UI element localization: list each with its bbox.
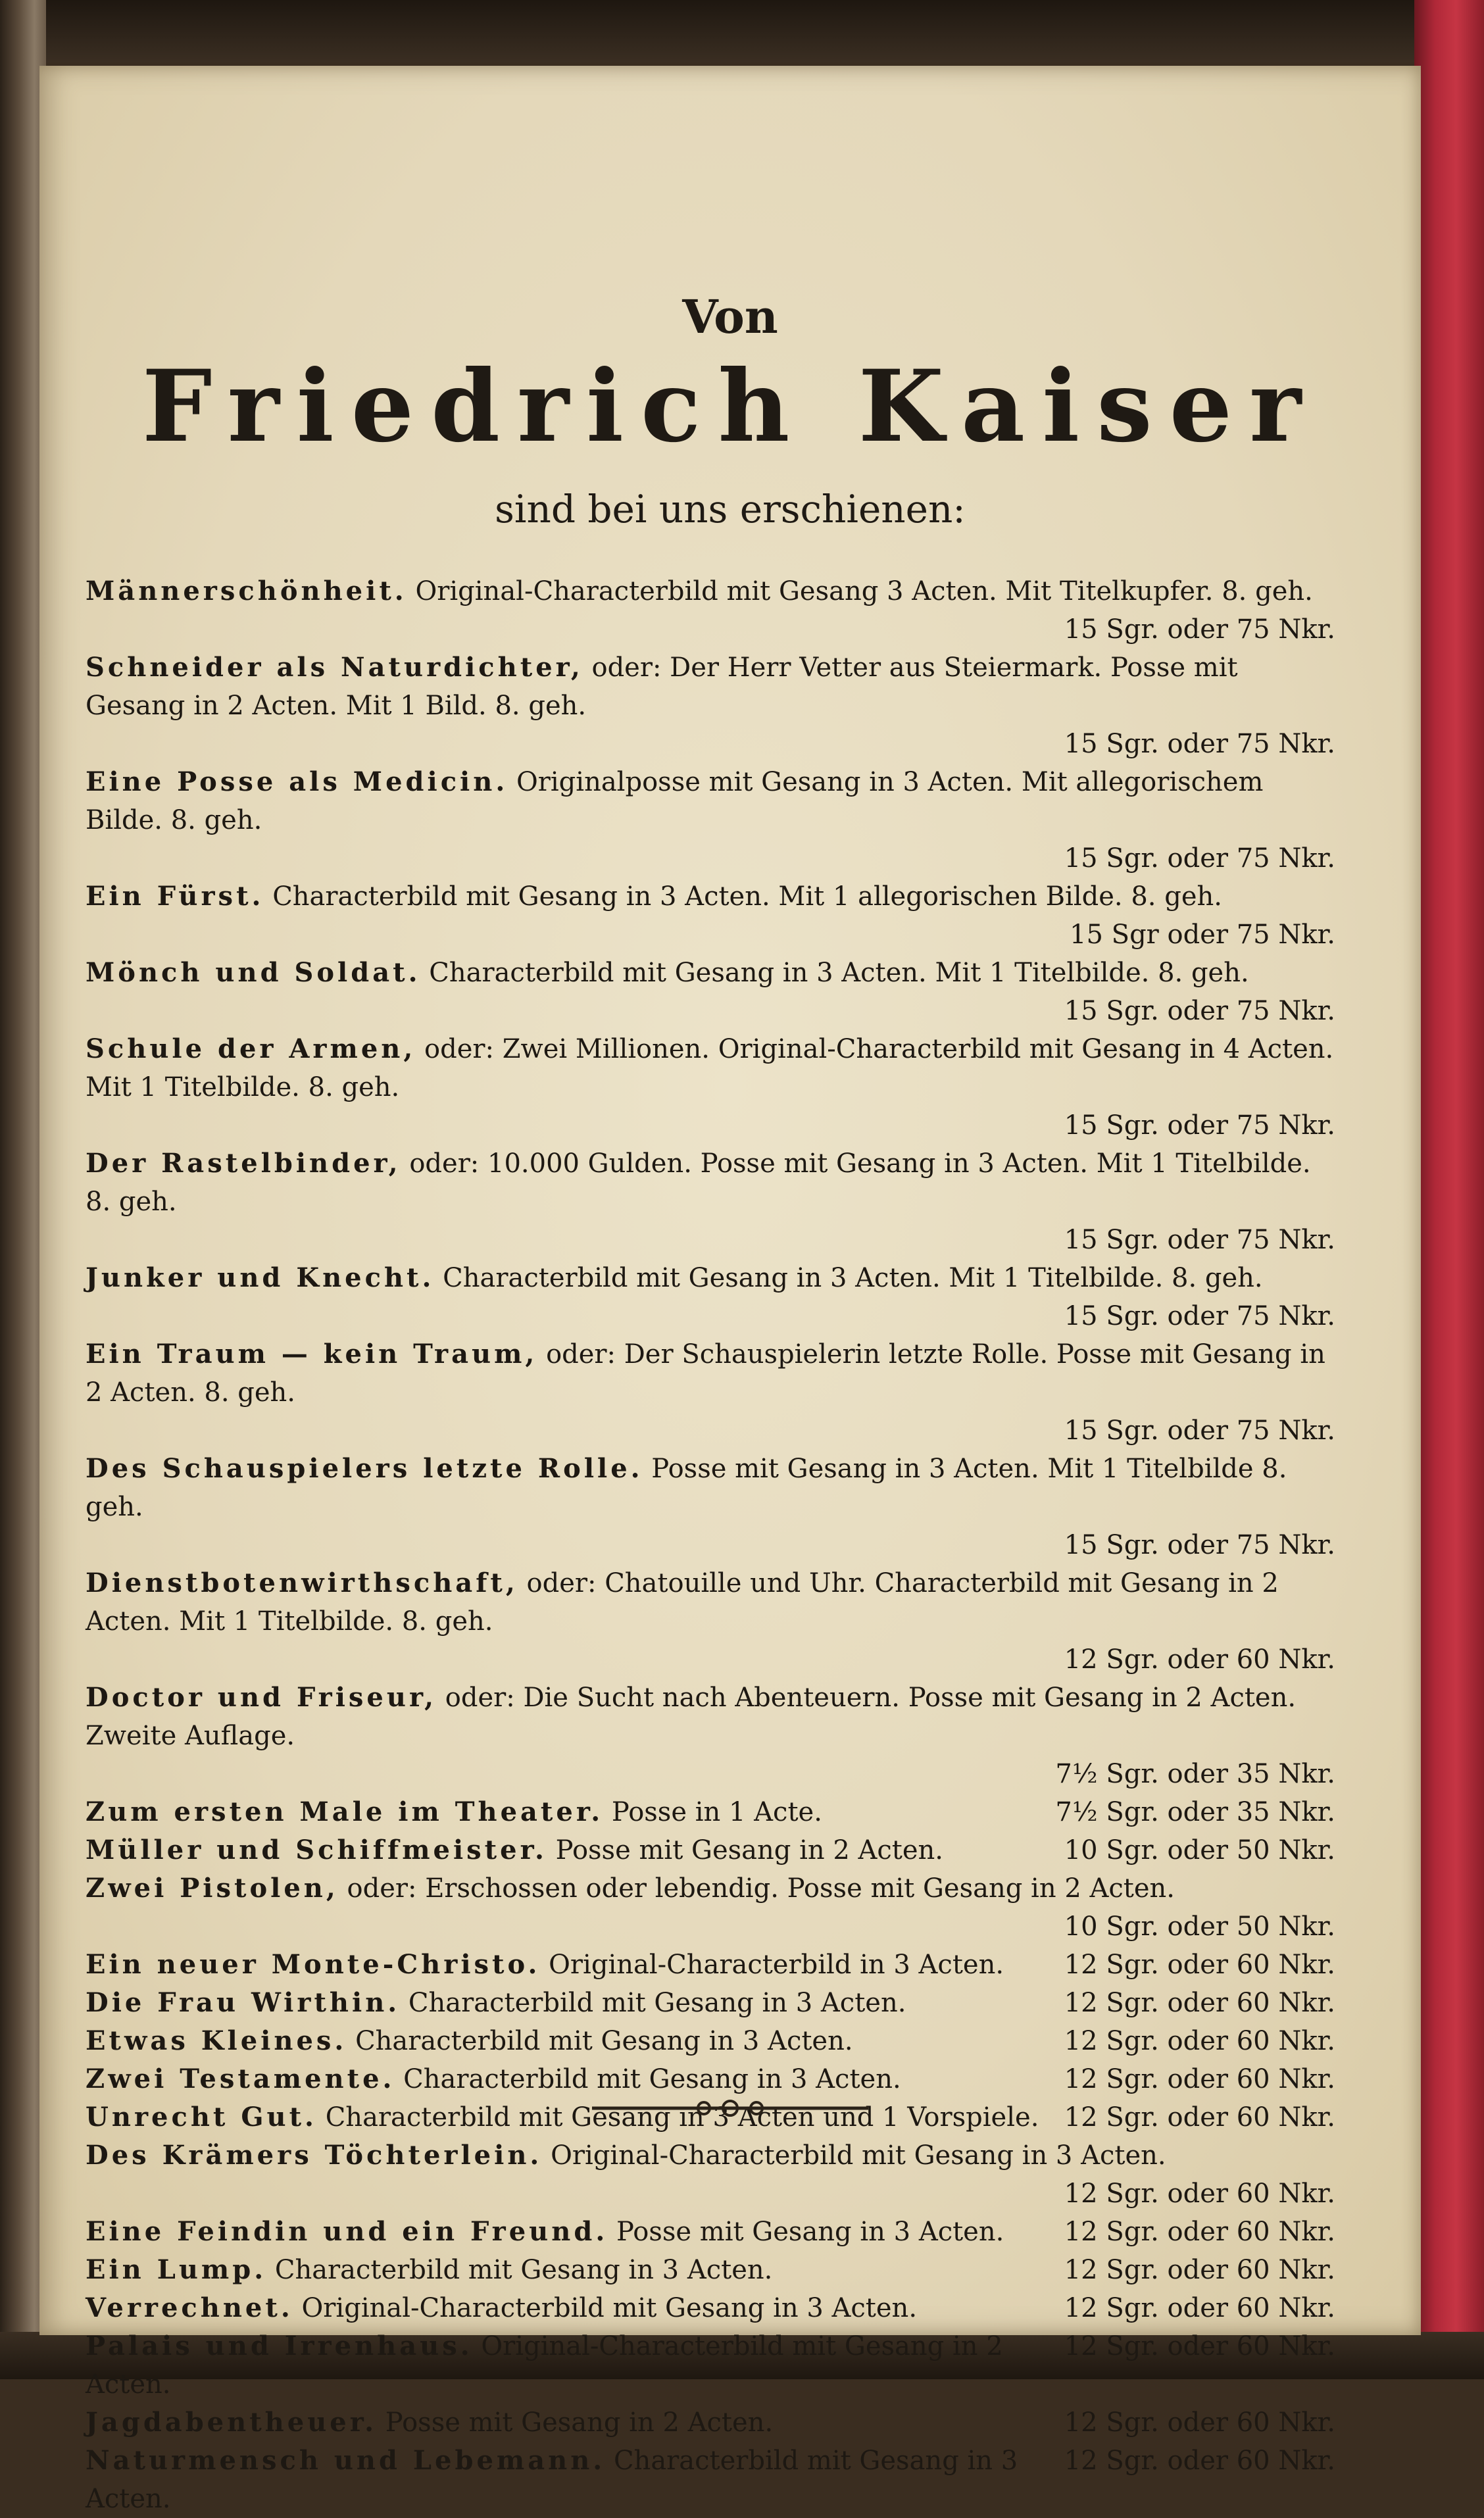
entry-description: Posse in 1 Acte. bbox=[611, 1797, 822, 1827]
entry-price: 15 Sgr. oder 75 Nkr. bbox=[1064, 1530, 1335, 1560]
entry-title: Schule der Armen, bbox=[86, 1033, 416, 1064]
entry-title: Verrechnet. bbox=[86, 2292, 293, 2323]
entry-title: Unrecht Gut. bbox=[86, 2102, 317, 2133]
entry-title: Naturmensch und Lebemann. bbox=[86, 2445, 606, 2476]
entry-price: 12 Sgr. oder 60 Nkr. bbox=[1064, 2255, 1335, 2285]
entry-title: Dienstbotenwirthschaft, bbox=[86, 1568, 518, 1598]
catalog-entry bbox=[86, 1145, 1335, 1259]
entry-price: 15 Sgr. oder 75 Nkr. bbox=[1064, 996, 1335, 1026]
entry-description: Characterbild mit Gesang in 3 Acten. bbox=[408, 1988, 906, 2018]
catalog-entry bbox=[86, 2251, 1335, 2289]
entry-description: Characterbild mit Gesang in 3 Acten. Mit 1 Titelbilde. 8. geh. bbox=[429, 958, 1249, 988]
entry-description: Original-Characterbild mit Gesang 3 Acten. Mit Titelkupfer. 8. geh. bbox=[415, 576, 1313, 606]
entry-description: oder: Chatouille und Uhr. Characterbild mit Gesang in 2 Acten. Mit 1 Titelbilde. 8. geh. bbox=[86, 1568, 1279, 1637]
entry-description: Posse mit Gesang in 2 Acten. bbox=[385, 2407, 774, 2438]
entry-price: 15 Sgr. oder 75 Nkr. bbox=[1064, 614, 1335, 645]
entry-title: Eine Posse als Medicin. bbox=[86, 766, 508, 797]
catalog-entry bbox=[86, 2060, 1335, 2098]
entry-title: Ein neuer Monte-Christo. bbox=[86, 1949, 541, 1980]
entry-title: Mönch und Soldat. bbox=[86, 957, 421, 988]
entry-description: Characterbild mit Gesang in 3 Acten. Mit 1 allegorischen Bilde. 8. geh. bbox=[272, 881, 1222, 912]
entry-title: Ein Lump. bbox=[86, 2254, 267, 2285]
catalog-entry bbox=[86, 1450, 1335, 1564]
catalog-entry bbox=[86, 1679, 1335, 1793]
catalog-entry bbox=[86, 2289, 1335, 2327]
entry-price: 15 Sgr. oder 75 Nkr. bbox=[1064, 1110, 1335, 1141]
entry-price: 12 Sgr. oder 60 Nkr. bbox=[1064, 2293, 1335, 2323]
author-name: Friedrich Kaiser bbox=[141, 349, 1319, 464]
entry-description: Posse mit Gesang in 3 Acten. bbox=[616, 2217, 1004, 2247]
catalog-entry bbox=[86, 877, 1335, 954]
entry-price: 15 Sgr. oder 75 Nkr. bbox=[1064, 843, 1335, 874]
entry-price: 12 Sgr. oder 60 Nkr. bbox=[1064, 1950, 1335, 1980]
entry-price: 12 Sgr. oder 60 Nkr. bbox=[1064, 2102, 1335, 2133]
entry-price: 15 Sgr. oder 75 Nkr. bbox=[1064, 729, 1335, 759]
entry-price: 12 Sgr. oder 60 Nkr. bbox=[1064, 2026, 1335, 2056]
ornament-divider bbox=[592, 2095, 868, 2121]
entry-price: 12 Sgr. oder 60 Nkr. bbox=[1064, 2179, 1335, 2209]
entry-price: 12 Sgr. oder 60 Nkr. bbox=[1064, 1644, 1335, 1675]
entry-title: Zwei Pistolen, bbox=[86, 1873, 339, 1904]
book-page-edges-red bbox=[1414, 0, 1484, 2379]
entry-price: 15 Sgr oder 75 Nkr. bbox=[1070, 920, 1335, 950]
entry-description: Characterbild mit Gesang in 3 Acten. bbox=[403, 2064, 901, 2094]
entry-title: Palais und Irrenhaus. bbox=[86, 2331, 473, 2361]
entry-description: Original-Characterbild mit Gesang in 2 Acten. bbox=[86, 2331, 1003, 2400]
entry-description: Original-Characterbild in 3 Acten. bbox=[549, 1950, 1004, 1980]
catalog-entry bbox=[86, 2213, 1335, 2251]
intro-line: sind bei uns erschienen: bbox=[495, 487, 966, 531]
catalog-entry bbox=[86, 2136, 1335, 2213]
catalog-entry bbox=[86, 1831, 1335, 1869]
heading-von: Von bbox=[682, 289, 778, 344]
book-cover-top bbox=[0, 0, 1484, 62]
entry-description: oder: Die Sucht nach Abenteuern. Posse mit Gesang in 2 Acten. Zweite Auflage. bbox=[86, 1683, 1297, 1751]
entry-description: Originalposse mit Gesang in 3 Acten. Mit allegorischem Bilde. 8. geh. bbox=[86, 767, 1264, 835]
entry-description: oder: Der Schauspielerin letzte Rolle. Posse mit Gesang in 2 Acten. 8. geh. bbox=[86, 1339, 1325, 1408]
catalog-entry bbox=[86, 1564, 1335, 1679]
entry-price: 7½ Sgr. oder 35 Nkr. bbox=[1055, 1797, 1335, 1827]
entry-description: Characterbild mit Gesang in 3 Acten. bbox=[86, 2446, 1018, 2514]
entry-title: Ein Traum — kein Traum, bbox=[86, 1339, 538, 1370]
entry-description: Original-Characterbild mit Gesang in 3 Acten. bbox=[551, 2140, 1166, 2171]
catalog-entry bbox=[86, 649, 1335, 763]
entry-title: Des Schauspielers letzte Rolle. bbox=[86, 1453, 643, 1484]
entry-price: 12 Sgr. oder 60 Nkr. bbox=[1064, 2217, 1335, 2247]
entry-description: Posse mit Gesang in 2 Acten. bbox=[555, 1835, 944, 1865]
entry-title: Die Frau Wirthin. bbox=[86, 1987, 401, 2018]
entry-description: oder: Der Herr Vetter aus Steiermark. Posse mit Gesang in 2 Acten. Mit 1 Bild. 8. geh. bbox=[86, 653, 1238, 721]
entry-description: Characterbild mit Gesang in 3 Acten und 1 Vorspiele. bbox=[325, 2102, 1039, 2133]
entry-price: 12 Sgr. oder 60 Nkr. bbox=[1064, 2407, 1335, 2438]
entry-price: 12 Sgr. oder 60 Nkr. bbox=[1064, 2446, 1335, 2476]
entry-price: 15 Sgr. oder 75 Nkr. bbox=[1064, 1225, 1335, 1255]
entry-title: Schneider als Naturdichter, bbox=[86, 652, 583, 683]
catalog-entry bbox=[86, 2442, 1335, 2518]
entry-title: Müller und Schiffmeister. bbox=[86, 1835, 547, 1865]
entry-description: Original-Characterbild mit Gesang in 3 Acten. bbox=[301, 2293, 918, 2323]
entry-title: Junker und Knecht. bbox=[86, 1262, 435, 1293]
entry-price: 12 Sgr. oder 60 Nkr. bbox=[1064, 2331, 1335, 2361]
entry-title: Männerschönheit. bbox=[86, 576, 407, 606]
catalog-entry bbox=[86, 1793, 1335, 1831]
entry-description: oder: Erschossen oder lebendig. Posse mit Gesang in 2 Acten. bbox=[347, 1873, 1175, 1904]
entry-price: 15 Sgr. oder 75 Nkr. bbox=[1064, 1301, 1335, 1331]
catalog-entry bbox=[86, 2022, 1335, 2060]
catalog-entry bbox=[86, 2404, 1335, 2442]
catalog-entry bbox=[86, 1030, 1335, 1145]
catalog-entry bbox=[86, 763, 1335, 877]
entry-description: Characterbild mit Gesang in 3 Acten. Mit 1 Titelbilde. 8. geh. bbox=[443, 1263, 1263, 1293]
entry-title: Doctor und Friseur, bbox=[86, 1682, 437, 1713]
catalog-entry bbox=[86, 572, 1335, 649]
entry-title: Etwas Kleines. bbox=[86, 2025, 347, 2056]
entry-description: oder: Zwei Millionen. Original-Characterbild mit Gesang in 4 Acten. Mit 1 Titelbilde. 8. geh. bbox=[86, 1034, 1334, 1102]
entry-title: Ein Fürst. bbox=[86, 881, 264, 912]
entry-price: 12 Sgr. oder 60 Nkr. bbox=[1064, 2064, 1335, 2094]
entry-description: oder: 10.000 Gulden. Posse mit Gesang in 3 Acten. Mit 1 Titelbilde. 8. geh. bbox=[86, 1148, 1311, 1217]
entry-description: Characterbild mit Gesang in 3 Acten. bbox=[355, 2026, 853, 2056]
entry-price: 10 Sgr. oder 50 Nkr. bbox=[1064, 1912, 1335, 1942]
catalog-entry bbox=[86, 1335, 1335, 1450]
entry-title: Des Krämers Töchterlein. bbox=[86, 2140, 543, 2171]
entry-description: Posse mit Gesang in 3 Acten. Mit 1 Titelbilde 8. geh. bbox=[86, 1454, 1287, 1522]
entry-price: 7½ Sgr. oder 35 Nkr. bbox=[1055, 1759, 1335, 1789]
entry-price: 12 Sgr. oder 60 Nkr. bbox=[1064, 1988, 1335, 2018]
catalog-list bbox=[86, 572, 1335, 2518]
catalog-entry bbox=[86, 1259, 1335, 1335]
entry-title: Der Rastelbinder, bbox=[86, 1148, 401, 1179]
book-page bbox=[39, 66, 1421, 2514]
catalog-entry bbox=[86, 1946, 1335, 1984]
entry-price: 10 Sgr. oder 50 Nkr. bbox=[1064, 1835, 1335, 1865]
entry-title: Zwei Testamente. bbox=[86, 2063, 395, 2094]
entry-price: 15 Sgr. oder 75 Nkr. bbox=[1064, 1416, 1335, 1446]
entry-description: Characterbild mit Gesang in 3 Acten. bbox=[274, 2255, 773, 2285]
catalog-entry bbox=[86, 1984, 1335, 2022]
catalog-entry bbox=[86, 2327, 1335, 2404]
entry-title: Jagdabentheuer. bbox=[86, 2407, 378, 2438]
catalog-entry bbox=[86, 1869, 1335, 1946]
entry-title: Zum ersten Male im Theater. bbox=[86, 1796, 604, 1827]
entry-title: Eine Feindin und ein Freund. bbox=[86, 2216, 608, 2247]
catalog-entry bbox=[86, 954, 1335, 1030]
